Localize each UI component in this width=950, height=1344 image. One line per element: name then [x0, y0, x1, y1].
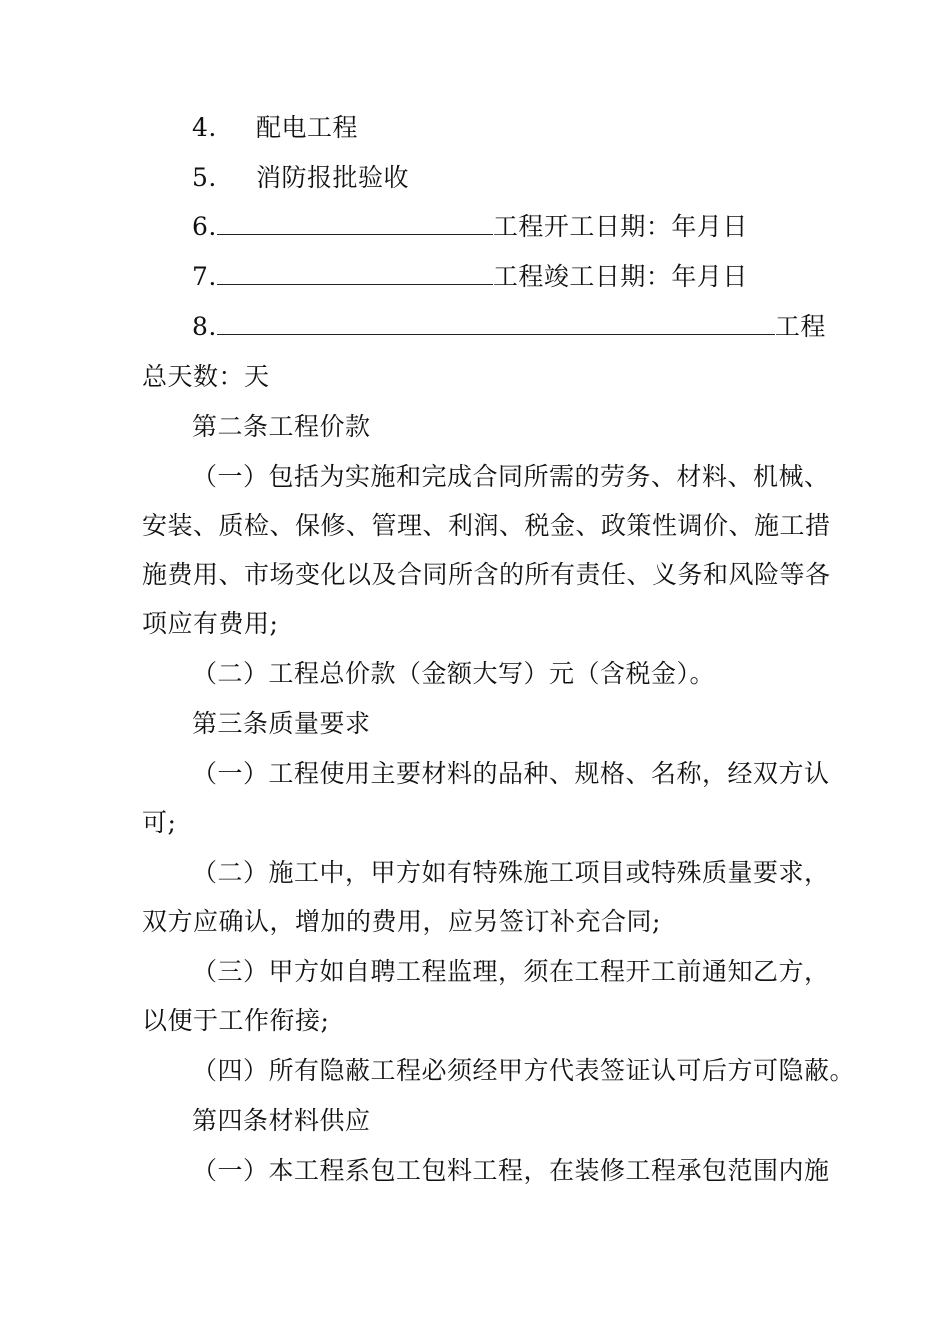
paragraph-line: 安装、质检、保修、管理、利润、税金、政策性调价、施工措: [142, 511, 831, 540]
list-number: 4.: [192, 113, 217, 142]
paragraph-line: 项应有费用;: [142, 609, 279, 638]
list-item-5: [192, 161, 892, 195]
paragraph-line: 施费用、市场变化以及合同所含的所有责任、义务和风险等各: [142, 560, 831, 589]
list-number: 7.: [192, 262, 217, 291]
paragraph-line: 总天数：天: [142, 362, 270, 391]
list-number: 6.: [192, 212, 217, 241]
list-text: 工程竣工日期：年月日: [492, 262, 748, 291]
list-number: 5.: [192, 163, 217, 192]
section-heading: 第三条质量要求: [192, 709, 371, 738]
paragraph-line: 以便于工作衔接;: [142, 1006, 330, 1035]
section-heading: 第四条材料供应: [192, 1106, 371, 1135]
fill-in-blank: [217, 312, 775, 335]
paragraph-line: （二）工程总价款（金额大写）元（含税金）。: [192, 659, 716, 688]
list-item-4: [192, 111, 892, 145]
paragraph-line: 可;: [142, 808, 177, 837]
paragraph-line: （四）所有隐蔽工程必须经甲方代表签证认可后方可隐蔽。: [192, 1056, 856, 1085]
list-text: 工程开工日期：年月日: [492, 212, 748, 241]
list-text: 配电工程: [256, 113, 359, 142]
section-heading: 第二条工程价款: [192, 412, 371, 441]
paragraph-line: （一）本工程系包工包料工程，在装修工程承包范围内施: [192, 1156, 830, 1185]
paragraph-line: （一）工程使用主要材料的品种、规格、名称，经双方认: [192, 759, 830, 788]
list-item-7: [192, 260, 892, 294]
list-item-8: [192, 310, 892, 344]
fill-in-blank: [217, 262, 493, 285]
list-text: 工程: [774, 312, 826, 341]
paragraph-line: （三）甲方如自聘工程监理，须在工程开工前通知乙方，: [192, 957, 830, 986]
paragraph-line: （一）包括为实施和完成合同所需的劳务、材料、机械、: [192, 462, 830, 491]
list-number: 8.: [192, 312, 217, 341]
list-item-6: [192, 210, 892, 244]
paragraph-line: 双方应确认，增加的费用，应另签订补充合同;: [142, 907, 661, 936]
list-text: 消防报批验收: [256, 163, 410, 192]
fill-in-blank: [217, 212, 493, 235]
paragraph-line: （二）施工中，甲方如有特殊施工项目或特殊质量要求，: [192, 858, 830, 887]
